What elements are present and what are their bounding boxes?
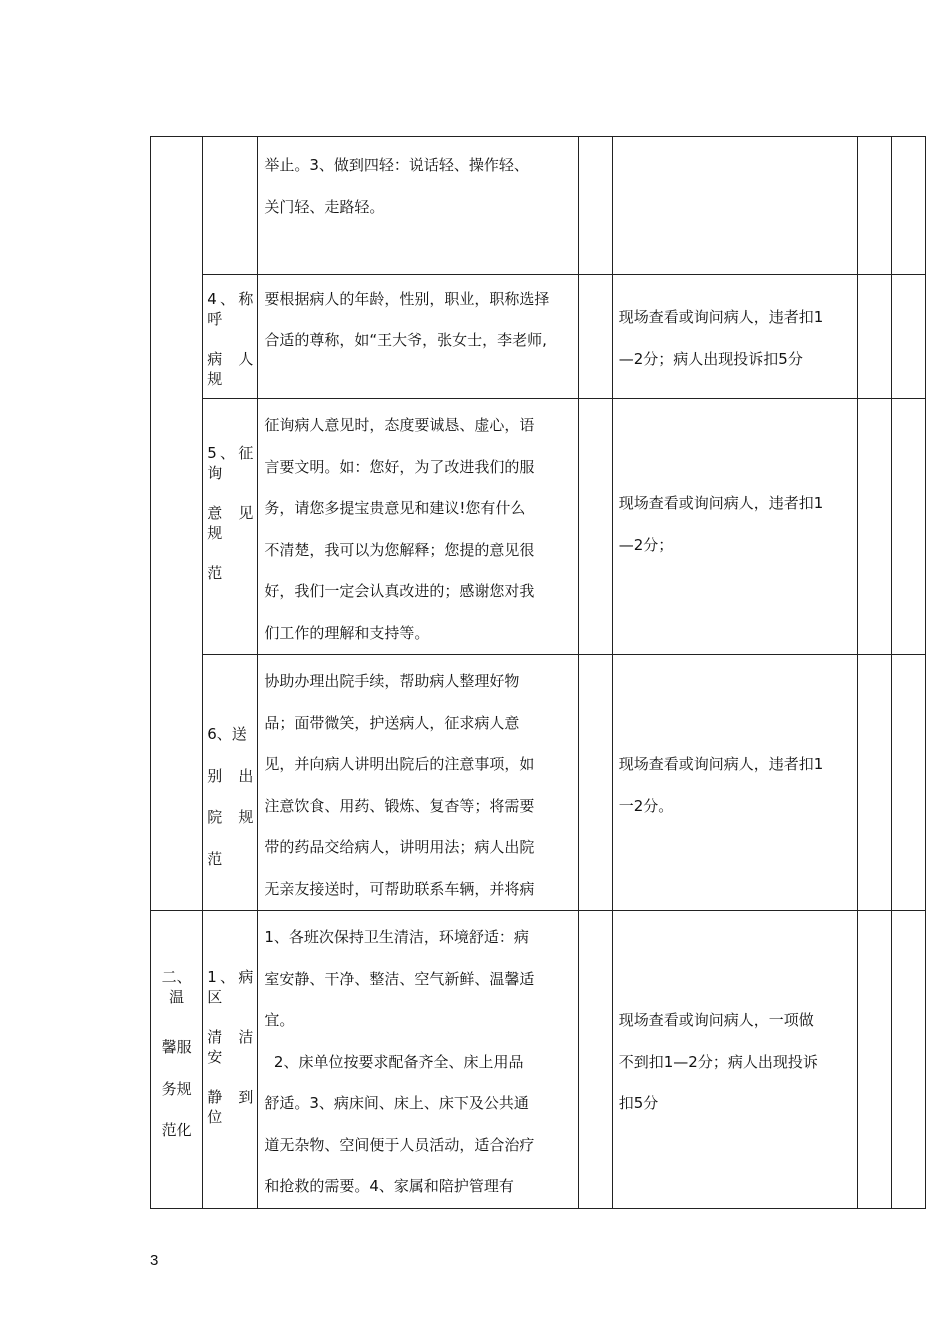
standard-line: 好，我们一定会认真改进的；感谢您对我	[264, 582, 535, 600]
standard-line: 无亲友接送时，可帮助联系车辆，并将病	[264, 879, 535, 898]
blank-cell	[578, 399, 612, 655]
table-row	[151, 137, 926, 275]
item-line: 范	[207, 564, 223, 582]
item-line: 院 规	[207, 808, 254, 826]
standard-line: 征询病人意见时，态度要诚恳、虚心，语	[264, 416, 535, 434]
category-line: 馨服	[161, 1038, 192, 1056]
item-cell	[203, 911, 258, 1209]
page-number: 3	[150, 1252, 159, 1269]
category-line: 务规	[161, 1079, 192, 1098]
item-line: 意 见 规	[207, 504, 254, 542]
score-cell	[857, 655, 891, 911]
standard-line: 务，请您多提宝贵意见和建议!您有什么	[264, 499, 526, 517]
item-line: 6、送	[207, 725, 247, 743]
standard-line: 举止。3、做到四轻：说话轻、操作轻、	[264, 156, 529, 174]
item-line: 1、病区	[207, 968, 254, 1006]
standard-cell	[258, 655, 578, 911]
method-line: 现场查看或询问病人，违者扣1	[618, 308, 824, 326]
method-line: 不到扣1—2分；病人出现投诉	[618, 1052, 818, 1071]
standard-line: 带的药品交给病人，讲明用法；病人出院	[264, 838, 535, 856]
blank-cell	[578, 137, 612, 275]
item-cell	[203, 275, 258, 399]
score-cell	[891, 399, 925, 655]
score-cell	[857, 275, 891, 399]
standard-line: 道无杂物、空间便于人员活动，适合治疗	[264, 1135, 535, 1154]
blank-cell	[578, 655, 612, 911]
method-cell	[612, 275, 857, 399]
method-line: 扣5分	[618, 1094, 659, 1112]
item-line: 4、称呼	[207, 290, 254, 328]
method-line: 现场查看或询问病人，一项做	[618, 1011, 814, 1029]
standard-line: 关门轻、走路轻。	[264, 197, 385, 216]
standard-line: 合适的尊称，如“王大爷，张女士，李老师,	[264, 331, 547, 349]
method-line: 现场查看或询问病人，违者扣1	[618, 755, 824, 773]
item-line: 别 出	[207, 766, 254, 785]
item-line: 静 到 位	[207, 1088, 254, 1126]
standard-cell	[258, 137, 578, 275]
standard-line: 不清楚，我可以为您解释；您提的意见很	[264, 540, 535, 559]
item-cell	[203, 399, 258, 655]
method-line: —2分；病人出现投诉扣5分	[618, 349, 803, 368]
method-cell	[612, 399, 857, 655]
standard-cell	[258, 275, 578, 399]
category-line: 二、温	[161, 968, 192, 1006]
method-cell	[612, 137, 857, 275]
table-row	[151, 399, 926, 655]
standard-line: 室安静、干净、整洁、空气新鲜、温馨适	[264, 969, 535, 988]
method-line: 现场查看或询问病人，违者扣1	[618, 494, 824, 512]
item-line: 清 洁 安	[207, 1028, 254, 1066]
item-line: 范	[207, 849, 223, 868]
standard-line: 品；面带微笑，护送病人，征求病人意	[264, 713, 520, 732]
score-cell	[857, 399, 891, 655]
standard-line: 注意饮食、用药、锻炼、复杳等；将需要	[264, 796, 535, 815]
table-row	[151, 275, 926, 399]
category-line: 范化	[161, 1121, 192, 1139]
score-cell	[891, 137, 925, 275]
method-cell	[612, 911, 857, 1209]
category-cell-empty	[151, 137, 203, 911]
method-cell	[612, 655, 857, 911]
score-cell	[857, 137, 891, 275]
item-line: 5、征询	[207, 444, 254, 482]
standard-line: 协助办理出院手续，帮助病人整理好物	[264, 672, 520, 690]
score-cell	[891, 655, 925, 911]
method-line: —2分；	[618, 535, 674, 554]
table-row	[151, 655, 926, 911]
item-line: 病 人 规	[207, 350, 254, 388]
score-cell	[891, 911, 925, 1209]
score-cell	[891, 275, 925, 399]
standard-line: 2、床单位按要求配备齐全、床上用品	[264, 1052, 524, 1071]
standard-cell	[258, 911, 578, 1209]
standard-line: 言要文明。如：您好，为了改进我们的服	[264, 457, 535, 476]
category-cell	[151, 911, 203, 1209]
method-line: 一2分。	[618, 796, 674, 815]
item-cell	[203, 137, 258, 275]
score-cell	[857, 911, 891, 1209]
standard-line: 1、各班次保持卫生清洁，环境舒适：病	[264, 928, 529, 946]
standard-line: 见，并向病人讲明出院后的注意事项，如	[264, 755, 535, 773]
standard-line: 舒适。3、病床间、床上、床下及公共通	[264, 1094, 529, 1112]
blank-cell	[578, 275, 612, 399]
blank-cell	[578, 911, 612, 1209]
table-row	[151, 911, 926, 1209]
standard-line: 和抢救的需要。4、家属和陪护管理有	[264, 1177, 514, 1195]
standard-line: 们工作的理解和支持等。	[264, 623, 430, 642]
inspection-table	[150, 136, 926, 1209]
standard-cell	[258, 399, 578, 655]
item-cell	[203, 655, 258, 911]
standard-line: 要根据病人的年龄，性别，职业，职称选择	[264, 290, 550, 308]
standard-line: 宜。	[264, 1011, 295, 1029]
